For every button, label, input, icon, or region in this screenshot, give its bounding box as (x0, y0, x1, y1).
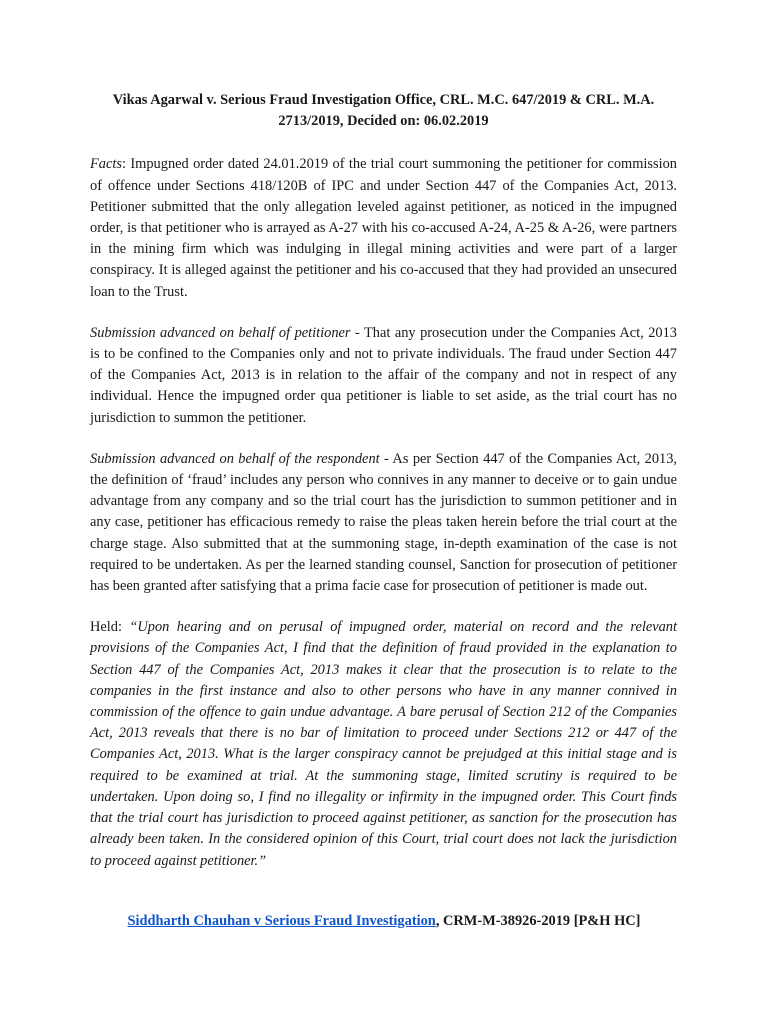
case-title: Vikas Agarwal v. Serious Fraud Investigation Office, CRL. M.C. 647/2019 & CRL. M.A. 2713/2019, Decided on: 06.02.2019 (112, 92, 655, 130)
respondent-submission-label: Submission advanced on behalf of the respondent (90, 450, 380, 467)
respondent-submission-paragraph (90, 449, 677, 597)
related-case-reference: , CRM-M-38926-2019 [P&H HC] (435, 913, 641, 929)
held-paragraph (90, 617, 677, 871)
facts-label: Facts (90, 156, 122, 173)
respondent-submission-text: - As per Section 447 of the Companies Act, 2013, the definition of ‘fraud’ includes any person who connives in any manner to deceive or to gain undue advantage from any company and so the trial court has the jurisdiction to summon petitioner and in any case, petitioner has efficacious remedy to raise the pleas taken herein before the trial court at the charge stage. Also submitted that at the summoning stage, in-depth examination of the case is not required to be undertaken. As per the learned standing counsel, Sanction for prosecution of petitioner has been granted after satisfying that a prima facie case for prosecution of petitioner is made out. (90, 450, 678, 595)
facts-paragraph (90, 154, 677, 302)
related-case-citation (0, 911, 768, 932)
held-quote: “Upon hearing and on perusal of impugned order, material on record and the relevant provisions of the Companies Act, I find that the definition of fraud provided in the explanation to Section 447 of the Companies Act, 2013 makes it clear that the prosecution is to relate to the companies in the first instance and also to other persons who have in any manner connived in commission of the offence to gain undue advantage. A bare perusal of Section 212 of the Companies Act, 2013 reveals that there is no bar of limitation to proceed under Sections 212 or 447 of the Companies Act, 2013. What is the larger conspiracy cannot be prejudged at this initial stage and is required to be examined at trial. At the summoning stage, limited scrutiny is required to be undertaken. Upon doing so, I find no illegality or infirmity in the impugned order. This Court finds that the trial court has jurisdiction to proceed against petitioner, as sanction for the prosecution has already been taken. In the considered opinion of this Court, trial court does not lack the jurisdiction to proceed against petitioner.” (90, 619, 677, 869)
related-case-link[interactable]: Siddharth Chauhan v Serious Fraud Investigation (127, 913, 436, 929)
document-body (90, 90, 677, 892)
petitioner-submission-paragraph (90, 323, 677, 429)
held-label: Held: (90, 619, 130, 636)
petitioner-submission-text: - That any prosecution under the Companies Act, 2013 is to be confined to the Companies only and not to private individuals. The fraud under Section 447 of the Companies Act, 2013 is in relation to the affair of the company and not in respect of any individual. Hence the impugned order qua petitioner is liable to set aside, as the trial court has no jurisdiction to summon the petitioner. (90, 324, 677, 426)
petitioner-submission-label: Submission advanced on behalf of petitioner (90, 324, 351, 341)
facts-text: : Impugned order dated 24.01.2019 of the trial court summoning the petitioner for commission of offence under Sections 418/120B of IPC and under Section 447 of the Companies Act, 2013. Petitioner submitted that the only allegation leveled against petitioner, as noticed in the impugned order, is that petitioner who is arrayed as A-27 with his co-accused A-24, A-25 & A-26, were partners in the mining firm which was indulging in illegal mining activities and were part of a larger conspiracy. It is alleged against the petitioner and his co-accused that they had provided an unsecured loan to the Trust. (90, 156, 677, 300)
